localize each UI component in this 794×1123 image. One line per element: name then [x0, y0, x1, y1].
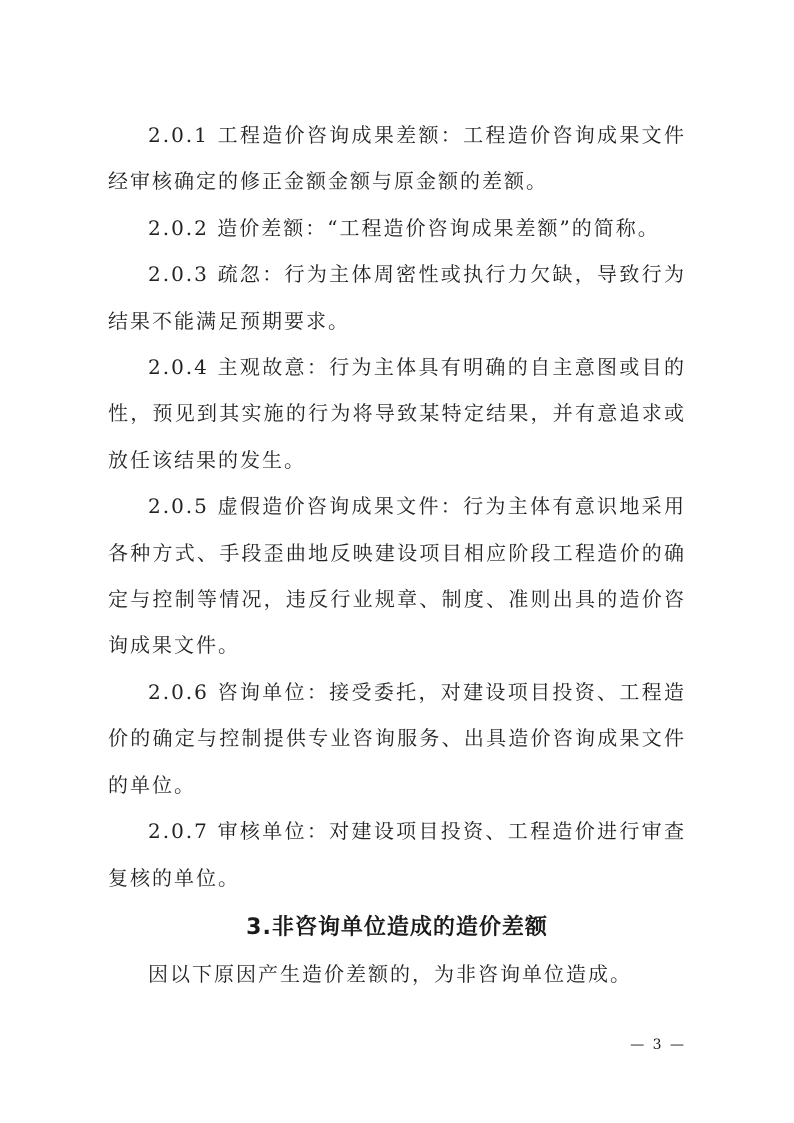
page-number: — 3 —	[630, 1037, 686, 1053]
section-heading: 3.非咨询单位造成的造价差额	[246, 914, 548, 940]
paragraph-2-0-3: 2.0.3 疏忽：行为主体周密性或执行力欠缺，导致行为结果不能满足预期要求。	[108, 262, 686, 333]
paragraph-2-0-7: 2.0.7 审核单位：对建设项目投资、工程造价进行审查复核的单位。	[108, 819, 686, 890]
paragraph-2-0-2: 2.0.2 造价差额：“工程造价咨询成果差额”的简称。	[148, 215, 660, 240]
closing-paragraph: 因以下原因产生造价差额的，为非咨询单位造成。	[148, 962, 632, 987]
document-body	[108, 112, 686, 998]
page-footer	[630, 1036, 686, 1054]
paragraph-2-0-1: 2.0.1 工程造价咨询成果差额：工程造价咨询成果文件经审核确定的修正金额金额与原金额的差额。	[108, 123, 686, 194]
paragraph-2-0-6: 2.0.6 咨询单位：接受委托，对建设项目投资、工程造价的确定与控制提供专业咨询服务、出具造价咨询成果文件的单位。	[108, 679, 686, 797]
paragraph-2-0-4: 2.0.4 主观故意：行为主体具有明确的自主意图或目的性，预见到其实施的行为将导致某特定结果，并有意追求或放任该结果的发生。	[108, 355, 686, 472]
paragraph-2-0-5: 2.0.5 虚假造价咨询成果文件：行为主体有意识地采用各种方式、手段歪曲地反映建设项目相应阶段工程造价的确定与控制等情况，违反行业规章、制度、准则出具的造价咨询成果文件。	[108, 494, 686, 658]
